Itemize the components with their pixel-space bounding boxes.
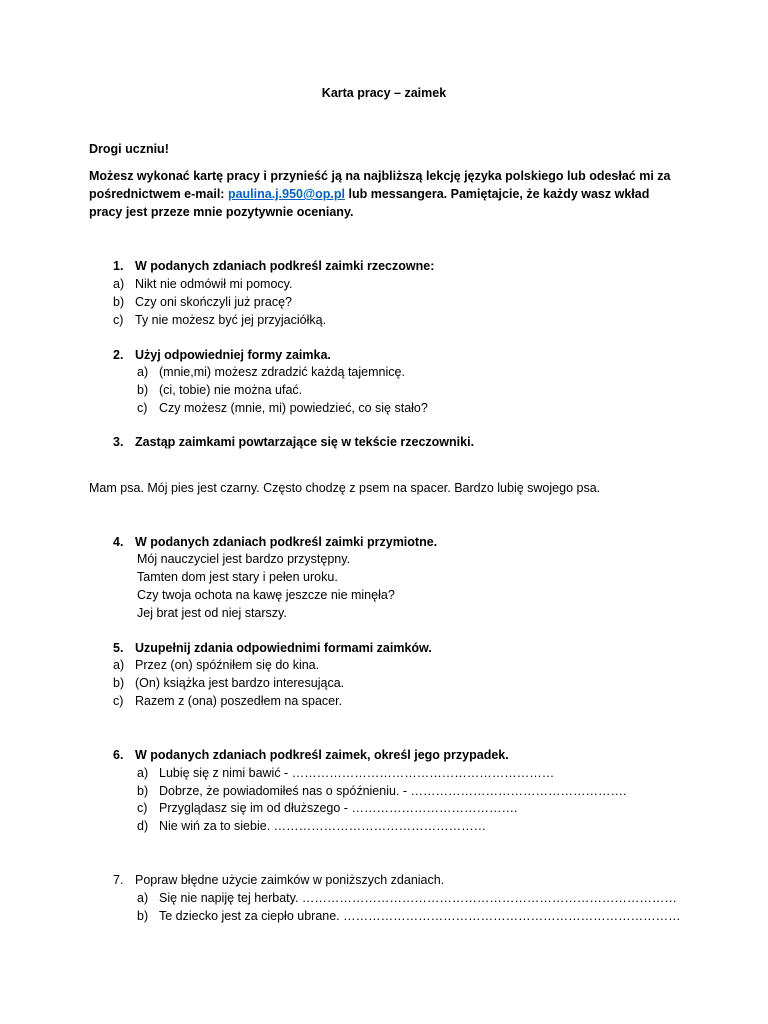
list-item-text: Dobrze, że powiadomiłeś nas o spóźnieniu. - ……………………………………………. (159, 784, 627, 798)
task-2-heading (113, 346, 331, 364)
task-5-heading (113, 639, 432, 657)
task-4-number: 4. (113, 535, 124, 549)
list-marker: b) (113, 676, 125, 690)
task-3-number: 3. (113, 435, 124, 449)
list-marker: b) (137, 784, 149, 798)
task-6-number: 6. (113, 748, 124, 762)
list-marker: c) (113, 313, 124, 327)
list-item-text: Się nie napiję tej herbaty. ……………………………………………………………………………… (159, 891, 677, 905)
task-7-number: 7. (113, 873, 124, 887)
intro-line-1: Możesz wykonać kartę pracy i przynieść ją na najbliższą lekcję języka polskiego lub odesłać mi za (89, 169, 671, 183)
task-5-item-a (113, 656, 319, 674)
task-5-number: 5. (113, 641, 124, 655)
list-item-text: Nie wiń za to siebie. …………………………………………… (159, 819, 487, 833)
task-7-item-b (137, 907, 681, 925)
task-6-heading (113, 746, 509, 764)
list-item-text: Nikt nie odmówił mi pomocy. (135, 277, 293, 291)
list-marker: a) (137, 891, 149, 905)
task-3-heading-text: Zastąp zaimkami powtarzające się w tekście rzeczowniki. (135, 435, 475, 449)
task-4-line-2: Tamten dom jest stary i pełen uroku. (137, 570, 338, 584)
list-item-text: (mnie,mi) możesz zdradzić każdą tajemnicę. (159, 365, 405, 379)
page-title: Karta pracy – zaimek (321, 86, 447, 100)
list-item-text: Przez (on) spóźniłem się do kina. (135, 658, 320, 672)
list-item-text: Czy oni skończyli już pracę? (135, 295, 293, 309)
task-3-heading (113, 433, 474, 451)
intro-line-2 (89, 185, 649, 203)
task-4-line-3: Czy twoja ochota na kawę jeszcze nie minęła? (137, 588, 395, 602)
list-item-text: Czy możesz (mnie, mi) powiedzieć, co się stało? (159, 401, 428, 415)
task-6-item-a (137, 764, 554, 782)
list-marker: c) (137, 401, 148, 415)
task-5-item-c (113, 692, 342, 710)
task-7-heading (113, 871, 444, 889)
task-1-number: 1. (113, 259, 124, 273)
task-5-heading-text: Uzupełnij zdania odpowiednimi formami zaimków. (135, 641, 432, 655)
task-1-heading (113, 257, 434, 275)
greeting: Drogi uczniu! (89, 142, 169, 156)
task-2-item-b (137, 381, 302, 399)
list-item-text: (ci, tobie) nie można ufać. (159, 383, 303, 397)
task-3-paragraph: Mam psa. Mój pies jest czarny. Często chodzę z psem na spacer. Bardzo lubię swojego psa. (89, 481, 601, 495)
task-5-item-b (113, 674, 344, 692)
list-marker: b) (113, 295, 125, 309)
task-4-heading-text: W podanych zdaniach podkreśl zaimki przymiotne. (135, 535, 438, 549)
task-1-item-a (113, 275, 292, 293)
email-link[interactable]: paulina.j.950@op.pl (227, 187, 346, 201)
list-marker: a) (113, 658, 125, 672)
list-marker: b) (137, 909, 149, 923)
list-item-text: Te dziecko jest za ciepło ubrane. ……………………………………………………………………… (159, 909, 681, 923)
list-item-text: (On) książka jest bardzo interesująca. (135, 676, 345, 690)
list-marker: d) (137, 819, 149, 833)
task-2-number: 2. (113, 348, 124, 362)
task-4-heading (113, 533, 437, 551)
task-1-heading-text: W podanych zdaniach podkreśl zaimki rzeczowne: (135, 259, 435, 273)
list-marker: c) (113, 694, 124, 708)
task-1-item-b (113, 293, 292, 311)
list-item-text: Razem z (ona) poszedłem na spacer. (135, 694, 343, 708)
intro-line-3: pracy jest przeze mnie pozytywnie oceniany. (89, 205, 354, 219)
task-6-item-b (137, 782, 627, 800)
task-2-item-a (137, 363, 405, 381)
task-2-heading-text: Użyj odpowiedniej formy zaimka. (135, 348, 331, 362)
task-2-item-c (137, 399, 428, 417)
list-marker: c) (137, 801, 148, 815)
list-marker: a) (137, 365, 149, 379)
list-item-text: Przyglądasz się im od dłuższego - …………………………………. (159, 801, 518, 815)
task-6-item-d (137, 817, 486, 835)
list-item-text: Lubię się z nimi bawić - ……………………………………………………… (159, 766, 555, 780)
list-marker: a) (137, 766, 149, 780)
task-4-line-4: Jej brat jest od niej starszy. (137, 606, 287, 620)
task-6-item-c (137, 799, 517, 817)
list-marker: a) (113, 277, 125, 291)
task-7-heading-text: Popraw błędne użycie zaimków w poniższych zdaniach. (135, 873, 445, 887)
task-6-heading-text: W podanych zdaniach podkreśl zaimek, określ jego przypadek. (135, 748, 509, 762)
intro-line-2-after: lub messangera. Pamiętajcie, że każdy wasz wkład (345, 187, 650, 201)
task-1-item-c (113, 311, 326, 329)
list-marker: b) (137, 383, 149, 397)
intro-line-2-before: pośrednictwem e-mail: (89, 187, 228, 201)
list-item-text: Ty nie możesz być jej przyjaciółką. (135, 313, 327, 327)
task-7-item-a (137, 889, 677, 907)
task-4-line-1: Mój nauczyciel jest bardzo przystępny. (137, 552, 351, 566)
